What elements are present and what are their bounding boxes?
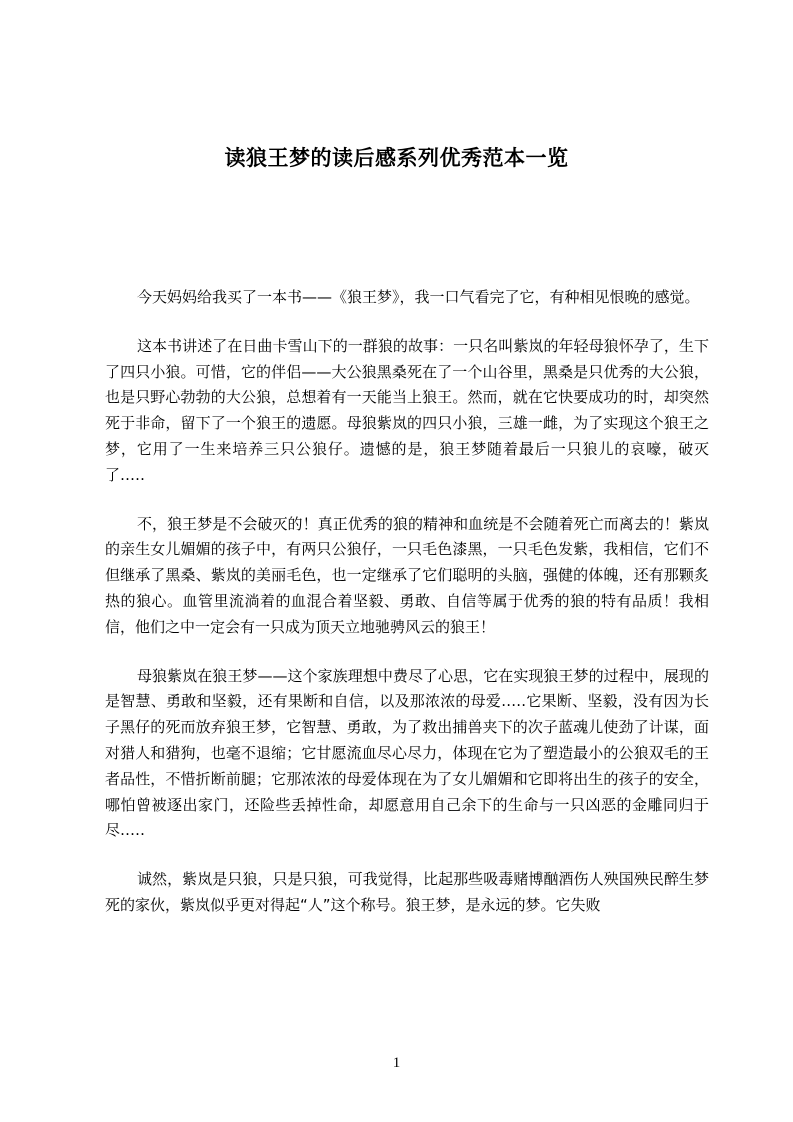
paragraph-2: 这本书讲述了在日曲卡雪山下的一群狼的故事：一只名叫紫岚的年轻母狼怀孕了，生下了四只小狼。可惜，它的伴侣——大公狼黑桑死在了一个山谷里，黑桑是只优秀的大公狼，也是只野心勃勃的大公狼，总想着有一天能当上狼王。然而，就在它快要成功的时，却突然死于非命，留下了一个狼王的遗愿。母狼紫岚的四只小狼，三雄一雌，为了实现这个狼王之梦，它用了一生来培养三只公狼仔。遗憾的是，狼王梦随着最后一只狼儿的哀嚎，破灭了‥… — [105, 336, 709, 484]
paragraph-5: 诚然，紫岚是只狼，只是只狼，可我觉得，比起那些吸毒赌博酗酒伤人殃国殃民醉生梦死的家伙，紫岚似乎更对得起“人”这个称号。狼王梦，是永远的梦。它失败 — [105, 870, 709, 914]
document-body — [105, 285, 709, 942]
page-number: 1 — [392, 1055, 401, 1071]
document-title: 读狼王梦的读后感系列优秀范本一览 — [224, 146, 569, 170]
paragraph-4: 母狼紫岚在狼王梦——这个家族理想中费尽了心思，它在实现狼王梦的过程中，展现的是智慧、勇敢和坚毅，还有果断和自信，以及那浓浓的母爱‥…它果断、坚毅，没有因为长子黑仔的死而放弃狼王梦，它智慧、勇敢，为了救出捕兽夹下的次子蓝魂儿使劲了计谋，面对猎人和猎狗，也毫不退缩；它甘愿流血尽心尽力，体现在它为了塑造最小的公狼双毛的王者品性，不惜折断前腿；它那浓浓的母爱体现在为了女儿媚媚和它即将出生的孩子的安全，哪怕曾被逐出家门，还险些丢掉性命，却愿意用自己余下的生命与一只凶恶的金雕同归于尽‥… — [105, 666, 709, 840]
paragraph-3: 不，狼王梦是不会破灭的！真正优秀的狼的精神和血统是不会随着死亡而离去的！紫岚的亲生女儿媚媚的孩子中，有两只公狼仔，一只毛色漆黑，一只毛色发紫，我相信，它们不但继承了黑桑、紫岚的美丽毛色，也一定继承了它们聪明的头脑，强健的体魄，还有那颗炙热的狼心。血管里流淌着的血混合着坚毅、勇敢、自信等属于优秀的狼的特有品质！我相信，他们之中一定会有一只成为顶天立地驰骋风云的狼王！ — [105, 514, 709, 636]
paragraph-1: 今天妈妈给我买了一本书——《狼王梦》，我一口气看完了它，有种相见恨晚的感觉。 — [137, 288, 700, 306]
